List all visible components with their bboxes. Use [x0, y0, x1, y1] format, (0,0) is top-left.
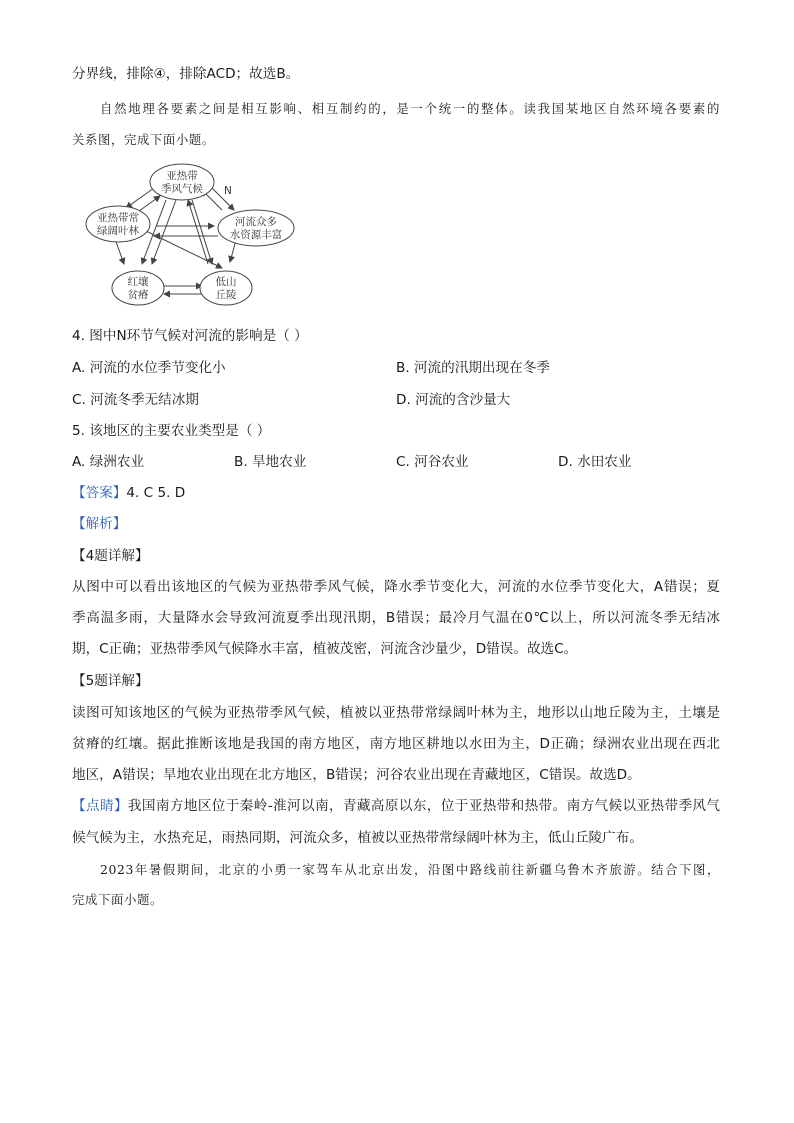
node-climate — [150, 164, 214, 200]
svg-text:红壤: 红壤 — [127, 276, 149, 288]
q4-option-a: A. 河流的水位季节变化小 — [72, 360, 226, 376]
q4-option-b: B. 河流的汛期出现在冬季 — [396, 360, 550, 376]
arrow-climate-soil-2 — [152, 200, 176, 264]
label-n: N — [224, 185, 232, 197]
answer-text: 4. C 5. D — [126, 485, 186, 501]
svg-text:亚热带常: 亚热带常 — [97, 212, 139, 224]
detail-4-line-1: 从图中可以看出该地区的气候为亚热带季风气候，降水季节变化大，河流的水位季节变化大，A错误；夏 — [72, 579, 720, 595]
node-terrain — [200, 271, 252, 305]
svg-text:河流众多: 河流众多 — [235, 216, 277, 228]
detail-4-tag: 【4题详解】 — [72, 548, 149, 564]
point-text-1: 我国南方地区位于秦岭-淮河以南，青藏高原以东，位于亚热带和热带。南方气候以亚热带季风气 — [127, 798, 720, 814]
arrow-terrain-climate — [188, 200, 208, 264]
arrow-climate-forest — [126, 188, 154, 208]
q4-stem: 4. 图中N环节气候对河流的影响是（ ） — [72, 328, 308, 344]
detail-5-line-2: 贫瘠的红壤。据此推断该地是我国的南方地区，南方地区耕地以水田为主，D正确；绿洲农业出现在西北 — [72, 736, 720, 752]
answer-line — [72, 483, 720, 503]
relationship-diagram — [84, 160, 304, 308]
q5-option-b: B. 旱地农业 — [234, 454, 307, 470]
q4-option-c: C. 河流冬季无结冰期 — [72, 392, 199, 408]
point-tag: 【点睛】 — [72, 798, 128, 814]
q5-option-d: D. 水田农业 — [558, 454, 632, 470]
answer-tag: 【答案】 — [72, 485, 127, 501]
detail-5-line-3: 地区，A错误；旱地农业出现在北方地区，B错误；河谷农业出现在青藏地区，C错误。故选D。 — [72, 767, 641, 783]
svg-text:亚热带: 亚热带 — [166, 170, 198, 182]
next-intro-line-2: 完成下面小题。 — [72, 892, 163, 907]
q4-option-d: D. 河流的含沙量大 — [396, 392, 511, 408]
detail-4-line-2: 季高温多雨，大量降水会导致河流夏季出现汛期，B错误；最冷月气温在0℃以上，所以河流冬季无结冰 — [72, 610, 720, 626]
q5-stem: 5. 该地区的主要农业类型是（ ） — [72, 423, 271, 439]
node-river — [218, 210, 294, 246]
point-line-1 — [72, 796, 720, 816]
svg-text:低山: 低山 — [215, 276, 237, 288]
svg-text:水资源丰富: 水资源丰富 — [229, 229, 283, 241]
intro-paragraph-line-1: 自然地理各要素之间是相互影响、相互制约的，是一个统一的整体。读我国某地区自然环境各要素的 — [100, 101, 720, 116]
text-line-top: 分界线，排除④，排除ACD；故选B。 — [72, 66, 300, 82]
point-line-2: 候气候为主，水热充足，雨热同期，河流众多，植被以亚热带常绿阔叶林为主，低山丘陵广布。 — [72, 830, 643, 846]
svg-text:贫瘠: 贫瘠 — [127, 289, 149, 301]
detail-4-line-3: 期，C正确；亚热带季风气候降水丰富，植被茂密，河流含沙量少，D错误。故选C。 — [72, 641, 578, 657]
q5-option-a: A. 绿洲农业 — [72, 454, 145, 470]
svg-text:季风气候: 季风气候 — [161, 183, 203, 195]
node-soil — [112, 271, 164, 305]
intro-paragraph-line-2: 关系图，完成下面小题。 — [72, 132, 215, 147]
node-forest — [86, 206, 150, 242]
svg-text:绿阔叶林: 绿阔叶林 — [97, 225, 139, 237]
detail-5-tag: 【5题详解】 — [72, 673, 149, 689]
analysis-tag: 【解析】 — [72, 516, 127, 532]
detail-5-line-1: 读图可知该地区的气候为亚热带季风气候，植被以亚热带常绿阔叶林为主，地形以山地丘陵为主，土壤是 — [72, 705, 720, 721]
next-intro-line-1: 2023年暑假期间，北京的小勇一家驾车从北京出发，沿图中路线前往新疆乌鲁木齐旅游。结合下图， — [100, 862, 720, 877]
svg-text:丘陵: 丘陵 — [215, 289, 237, 301]
q5-option-c: C. 河谷农业 — [396, 454, 469, 470]
